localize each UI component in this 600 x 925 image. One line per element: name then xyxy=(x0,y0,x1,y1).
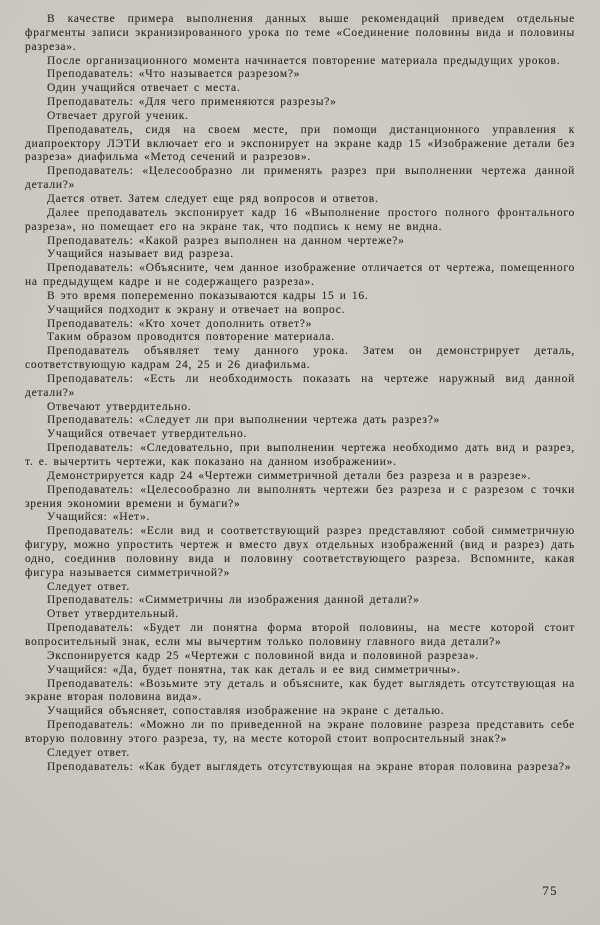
paragraph: Отвечают утвердительно. xyxy=(47,400,192,413)
paragraph: Преподаватель: «Будет ли понятна форма второй половины, на месте которой стоит вопросительный знак, если мы вычертим только половину главного вида детали?» xyxy=(25,622,575,648)
paragraph: Преподаватель: «Для чего применяются разрезы?» xyxy=(47,96,337,109)
paragraph: Учащийся отвечает утвердительно. xyxy=(47,428,248,441)
paragraph: Учащийся: «Нет». xyxy=(47,511,151,524)
paragraph: Преподаватель: «Что называется разрезом?» xyxy=(47,68,301,81)
paragraph: Преподаватель: «Какой разрез выполнен на данном чертеже?» xyxy=(47,234,405,247)
paragraph: В качестве примера выполнения данных выше рекомендаций приведем отдельные фрагменты записи экранизированного урока по теме «Соединение половины вида и половины разреза». xyxy=(25,13,575,53)
paragraph: Учащийся называет вид разреза. xyxy=(47,248,234,261)
paragraph: Ответ утвердительный. xyxy=(47,608,179,621)
paragraph: В это время попеременно показываются кадры 15 и 16. xyxy=(47,289,369,302)
paragraph: Дается ответ. Затем следует еще ряд вопросов и ответов. xyxy=(47,192,379,205)
paragraph: Преподаватель: «Целесообразно ли применять разрез при выполнении чертежа данной детали?» xyxy=(25,165,575,192)
paragraph: Один учащийся отвечает с места. xyxy=(47,82,241,95)
paragraph: Преподаватель объявляет тему данного урока. Затем он демонстрирует деталь, соответствующую кадрам 24, 25 и 26 диафильма. xyxy=(25,345,575,372)
paragraph: Преподаватель: «Как будет выглядеть отсутствующая на экране вторая половина разреза?» xyxy=(47,760,572,773)
paragraph: Учащийся объясняет, сопоставляя изображение на экране с деталью. xyxy=(47,705,445,718)
paragraph: Следует ответ. xyxy=(47,746,131,759)
paragraph: Преподаватель: «Следует ли при выполнении чертежа дать разрез?» xyxy=(47,414,441,427)
text-block xyxy=(25,13,575,774)
paragraph: Преподаватель: «Следовательно, при выполнении чертежа необходимо дать вид и разрез, т. е. вычертить чертежи, как показано на данном изображении». xyxy=(25,442,575,468)
paragraph: Преподаватель: «Возьмите эту деталь и объясните, как будет выглядеть отсутствующая на экране вторая половина вида». xyxy=(25,677,575,704)
paragraph: Преподаватель, сидя на своем месте, при помощи дистанционного управления к диапроектору ЛЭТИ включает его и экспонирует на экране кадр 15 «Изображение детали без разреза» диафильма «Метод сечений и разрезов». xyxy=(25,123,575,164)
paragraph: Преподаватель: «Кто хочет дополнить ответ?» xyxy=(47,317,313,330)
page-number: 75 xyxy=(542,884,558,898)
paragraph: Преподаватель: «Симметричны ли изображения данной детали?» xyxy=(47,594,420,607)
paragraph: Экспонируется кадр 25 «Чертежи с половиной вида и половиной разреза». xyxy=(47,649,480,662)
paragraph: Демонстрируется кадр 24 «Чертежи симметричной детали без разреза и в разрезе». xyxy=(47,469,532,482)
paragraph: Преподаватель: «Если вид и соответствующий разрез представляют собой симметричную фигуру, можно упростить чертеж и вместо двух отдельных изображений (вид и разрез) дать одно, соединив половину вида и половину соответствующего разреза. Вспомните, какая фигура называется симметричной?» xyxy=(25,525,575,579)
paragraph: Преподаватель: «Целесообразно ли выполнять чертежи без разреза и с разрезом с точки зрения экономии времени и бумаги?» xyxy=(25,483,575,510)
paragraph: Преподаватель: «Объясните, чем данное изображение отличается от чертежа, помещенного на предыдущем кадре и не содержащего разреза». xyxy=(25,262,575,289)
paragraph: Преподаватель: «Можно ли по приведенной на экране половине разреза представить себе вторую половину этого разреза, ту, на месте которой стоит вопросительный знак?» xyxy=(25,719,575,745)
paragraph: Таким образом проводится повторение материала. xyxy=(47,331,335,344)
paragraph: Далее преподаватель экспонирует кадр 16 «Выполнение простого полного фронтального разреза», но помещает его на экране так, что подпись к нему не видна. xyxy=(25,206,575,233)
paragraph: После организационного момента начинается повторение материала предыдущих уроков. xyxy=(47,54,561,67)
paragraph: Отвечает другой ученик. xyxy=(47,109,189,122)
paragraph: Учащийся подходит к экрану и отвечает на вопрос. xyxy=(47,303,346,316)
paragraph: Следует ответ. xyxy=(47,580,131,593)
paragraph: Учащийся: «Да, будет понятна, так как деталь и ее вид симметричны». xyxy=(47,663,461,676)
paragraph: Преподаватель: «Есть ли необходимость показать на чертеже наружный вид данной детали?» xyxy=(25,372,575,399)
